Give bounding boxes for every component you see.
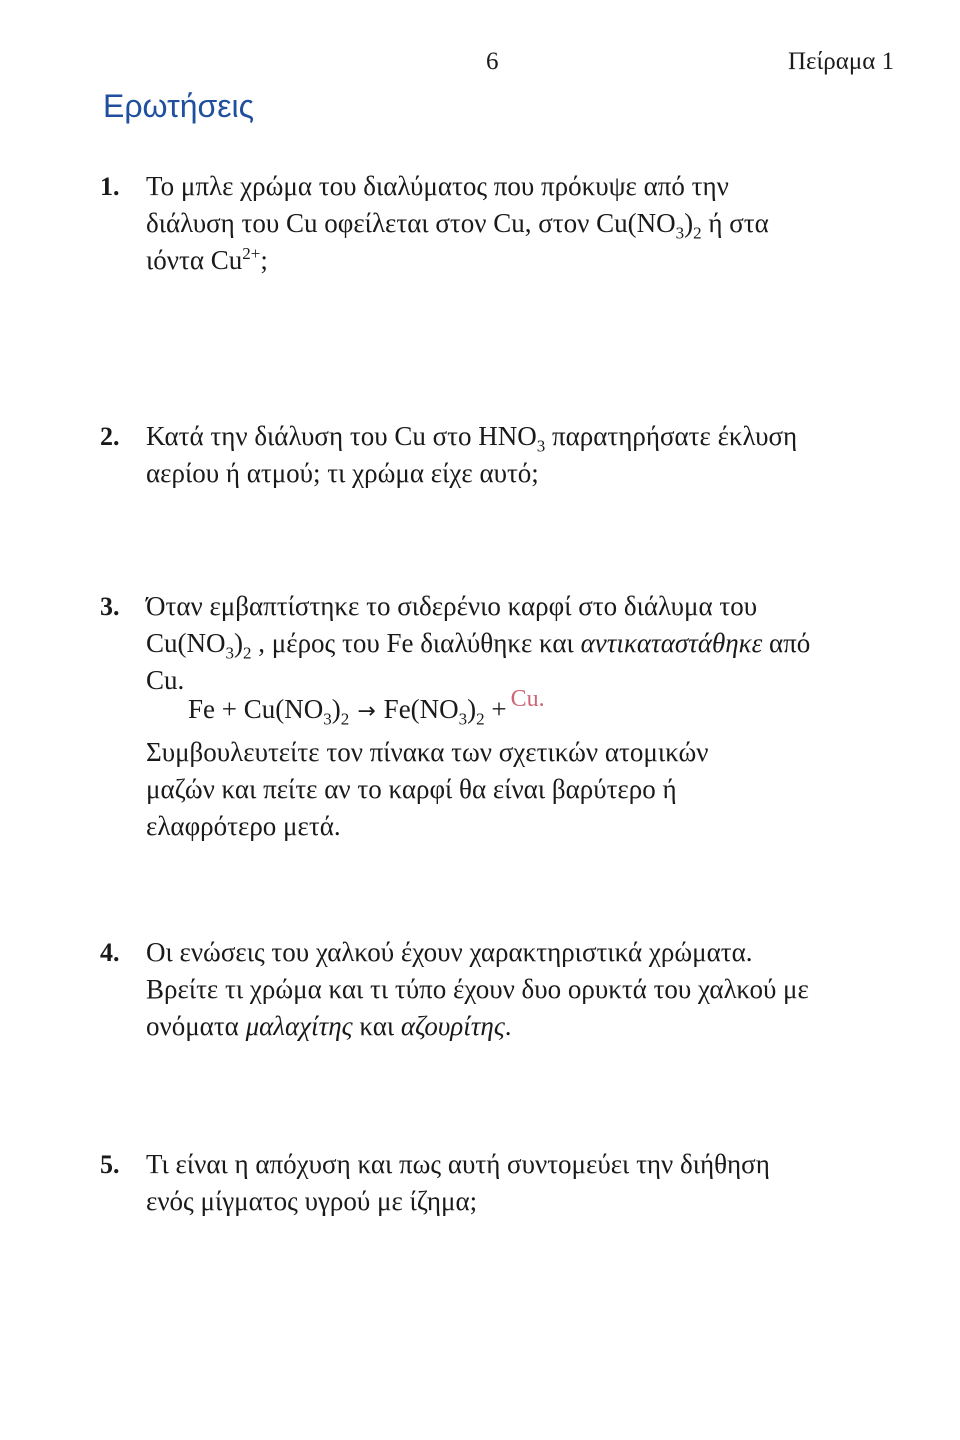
question-4-number: 4. xyxy=(100,938,120,967)
question-5-text xyxy=(146,1146,770,1220)
mineral-name-malachite: μαλαχίτης xyxy=(245,1011,353,1041)
section-title: Ερωτήσεις xyxy=(103,88,255,124)
plus-sign: + xyxy=(484,694,507,724)
question-2-line-1 xyxy=(146,418,797,455)
subscript: 2 xyxy=(693,223,702,243)
text-span: ) xyxy=(684,208,694,238)
question-4-line-1: Οι ενώσεις του χαλκού έχουν χαρακτηριστικά χρώματα. xyxy=(146,937,753,967)
subscript: 3 xyxy=(536,436,546,456)
question-3-line-3: Cu. xyxy=(146,665,185,695)
question-5-line-1: Τι είναι η απόχυση και πως αυτή συντομεύει την διήθηση xyxy=(146,1149,770,1179)
subscript: 3 xyxy=(458,709,468,729)
question-2-line-2: αερίου ή ατμού; τι χρώμα είχε αυτό; xyxy=(146,458,539,488)
page-number: 6 xyxy=(486,48,499,75)
subscript: 3 xyxy=(323,709,332,729)
question-1-line-3 xyxy=(146,242,769,279)
question-4-text xyxy=(146,934,809,1045)
text-span: ή στα xyxy=(701,208,769,238)
subscript: 2 xyxy=(340,709,350,729)
question-3-line-2 xyxy=(146,625,810,662)
question-3-number: 3. xyxy=(100,592,120,621)
question-1-number: 1. xyxy=(100,172,120,201)
superscript: 2+ xyxy=(242,244,261,263)
question-3-line-1: Όταν εμβαπτίστηκε το σιδερένιο καρφί στο διάλυμα του xyxy=(146,591,758,621)
text-span: . xyxy=(504,1011,512,1041)
text-span: και xyxy=(352,1011,401,1041)
question-5-number: 5. xyxy=(100,1150,120,1179)
reaction-arrow-icon: → xyxy=(357,699,376,724)
emphasis-text: αντικαταστάθηκε xyxy=(580,628,763,658)
question-3-line-5: μαζών και πείτε αν το καρφί θα είναι βαρύτερο ή xyxy=(146,774,677,804)
text-span: διάλυση του Cu οφείλεται στον Cu, στον Cu(NO xyxy=(146,208,676,238)
text-span: ; xyxy=(260,245,268,275)
question-2-text xyxy=(146,418,797,492)
text-span: από xyxy=(762,628,811,658)
chemical-equation xyxy=(188,686,545,729)
text-span: ) xyxy=(467,694,477,724)
subscript: 2 xyxy=(243,643,252,663)
equation-reactants: Fe + Cu(NO xyxy=(188,694,324,724)
question-4-line-2: Βρείτε τι χρώμα και τι τύπο έχουν δυο ορυκτά του χαλκού με xyxy=(146,974,809,1004)
experiment-label: Πείραμα 1 xyxy=(788,48,895,75)
question-5-line-2: ενός μίγματος υγρού με ίζημα; xyxy=(146,1186,478,1216)
mineral-name-azurite: αζουρίτης xyxy=(400,1011,505,1041)
question-3-line-6: ελαφρότερο μετά. xyxy=(146,811,341,841)
text-span: Cu(NO xyxy=(146,628,226,658)
question-1-line-2 xyxy=(146,205,769,242)
text-span: ονόματα xyxy=(146,1011,246,1041)
question-4-line-3 xyxy=(146,1008,809,1045)
question-3-text-top xyxy=(146,588,810,699)
subscript: 3 xyxy=(225,643,234,663)
question-1-line-1: Το μπλε χρώμα του διαλύματος που πρόκυψε από την xyxy=(146,171,729,201)
text-span: , μέρος του Fe διαλύθηκε και xyxy=(251,628,581,658)
question-1-text xyxy=(146,168,769,279)
equation-copper-product: Cu. xyxy=(510,686,545,712)
subscript: 2 xyxy=(476,709,485,729)
text-span: ιόντα Cu xyxy=(146,245,243,275)
question-3-line-4: Συμβουλευτείτε τον πίνακα των σχετικών ατομικών xyxy=(146,737,709,767)
subscript: 3 xyxy=(675,223,685,243)
question-2-number: 2. xyxy=(100,422,120,451)
text-span: Κατά την διάλυση του Cu στο HNO xyxy=(146,421,537,451)
text-span: ) xyxy=(234,628,243,658)
text-span: παρατηρήσατε έκλυση xyxy=(545,421,798,451)
text-span: ) xyxy=(331,694,341,724)
equation-product: Fe(NO xyxy=(383,694,459,724)
question-3-text-bottom xyxy=(146,734,708,845)
